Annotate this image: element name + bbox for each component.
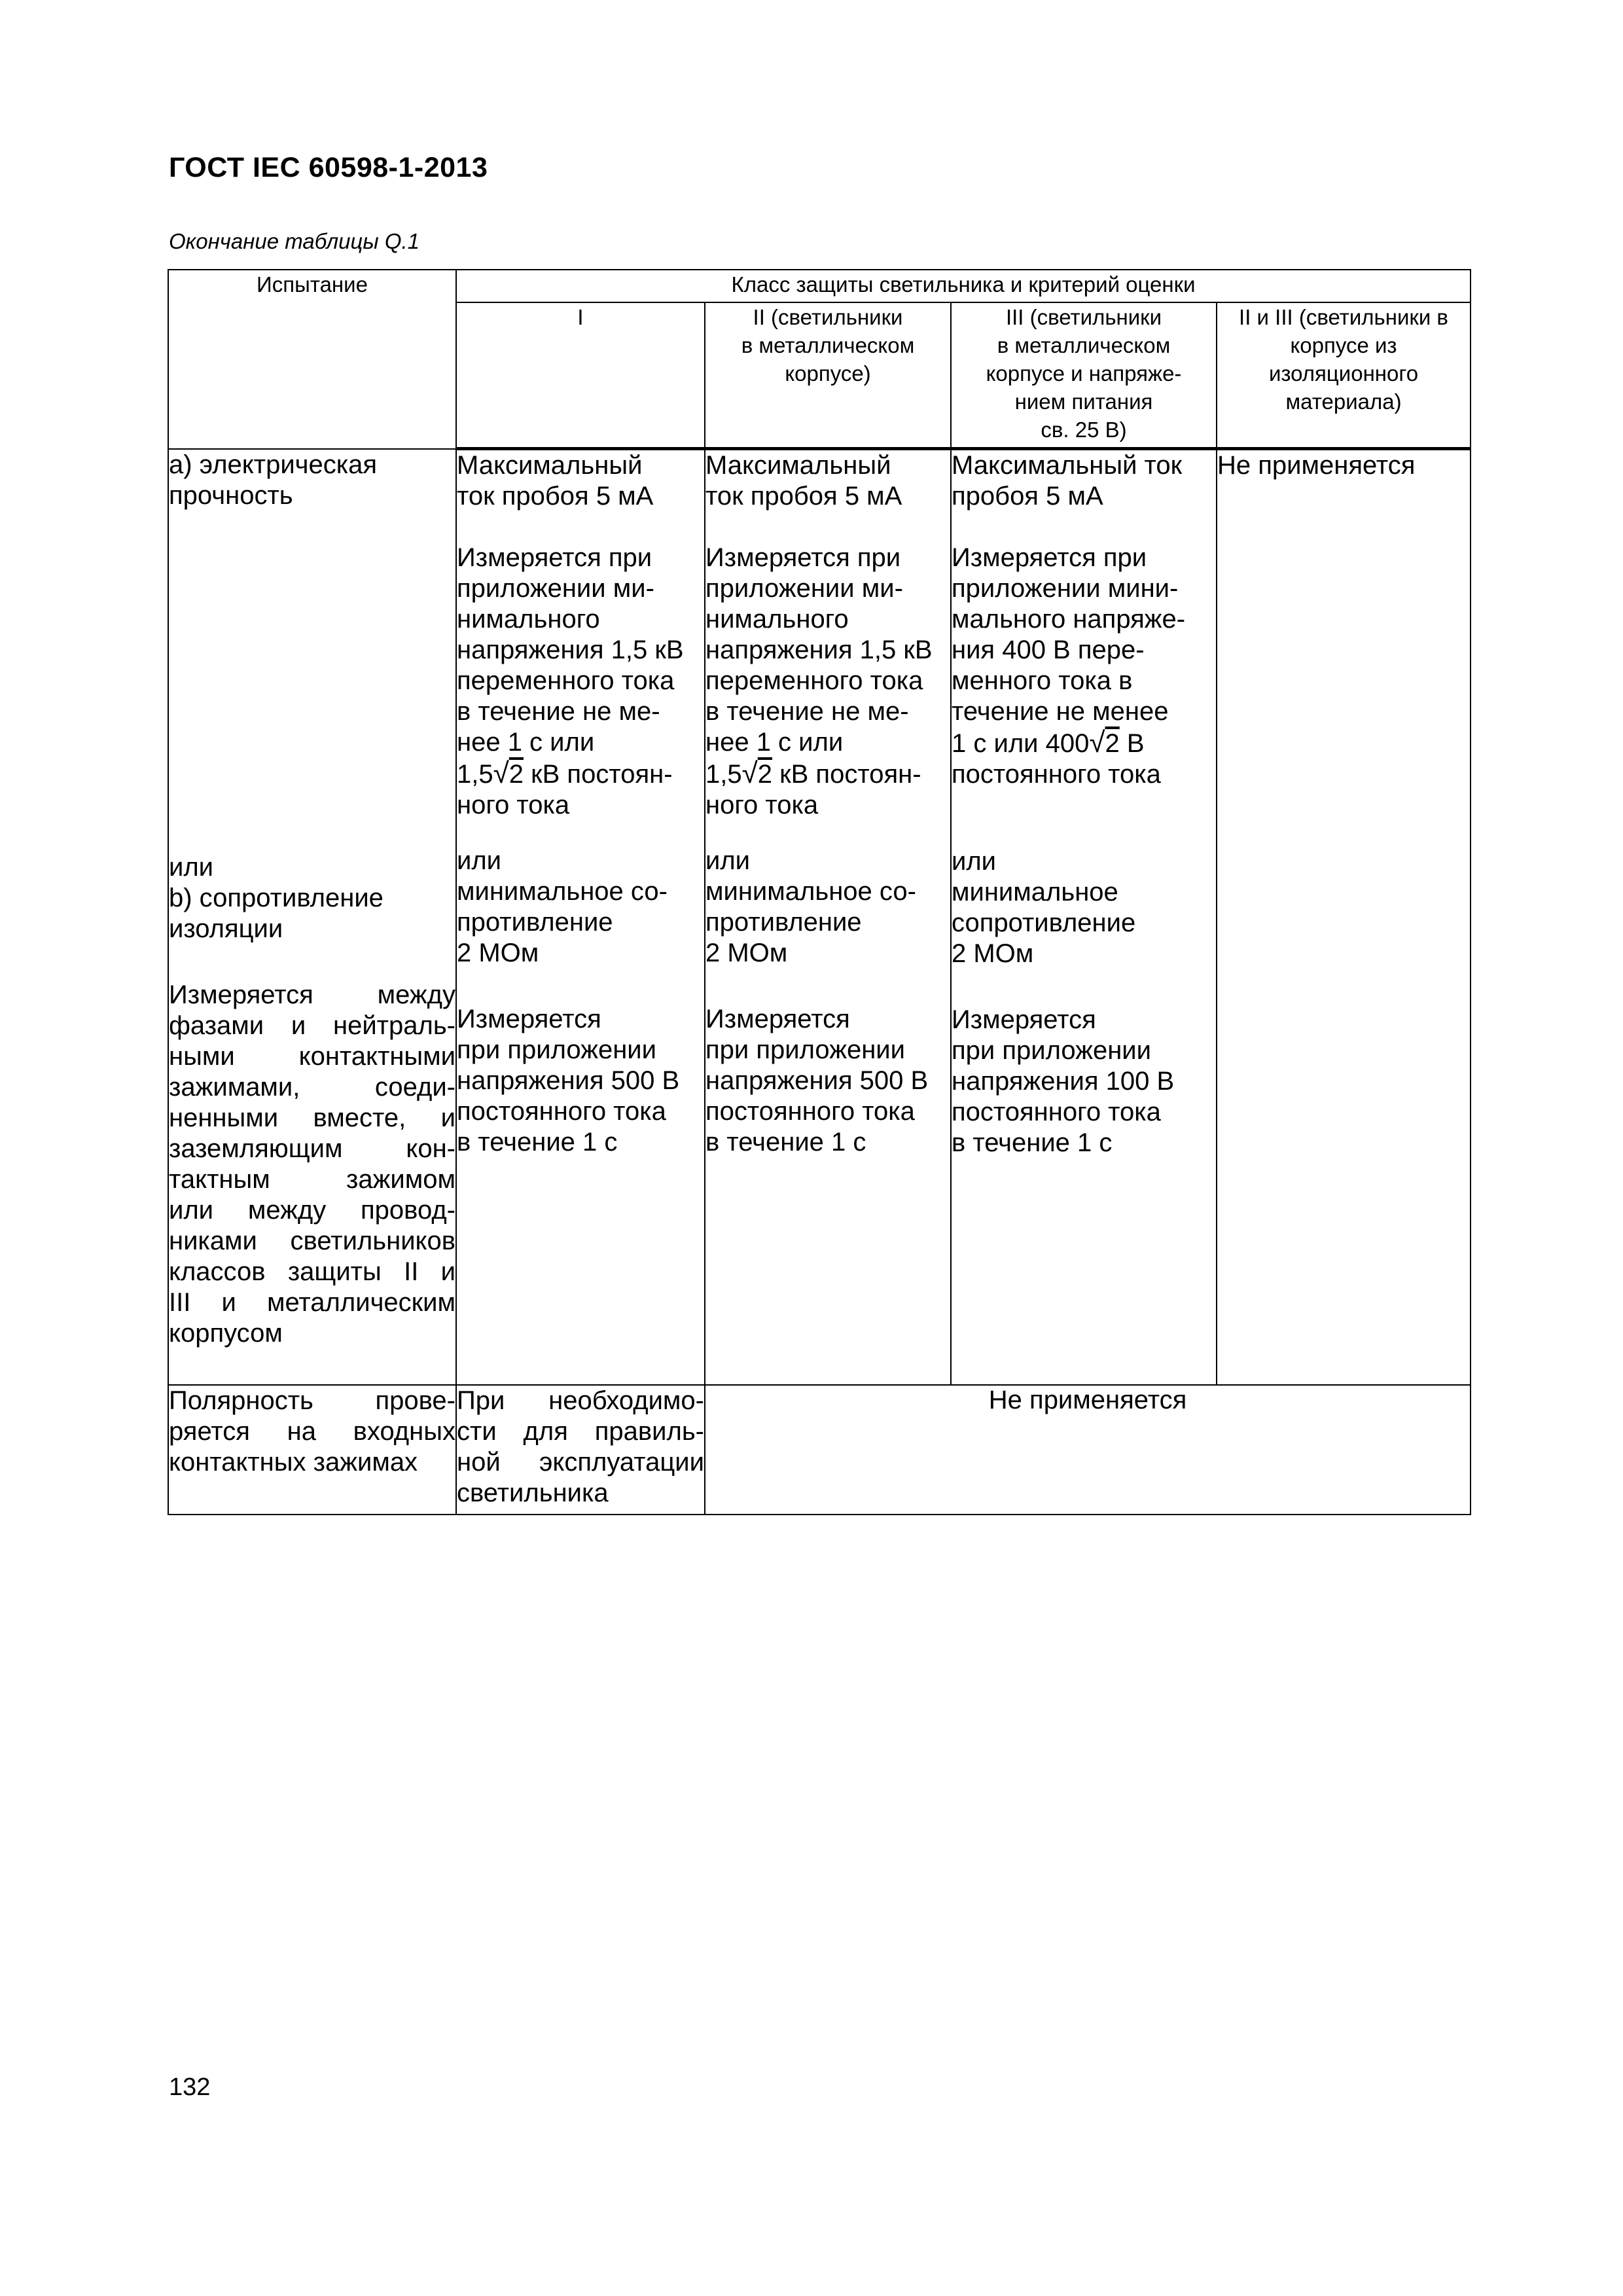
table-row [168, 1385, 1471, 1515]
ac-measure: Измеряется при приложении ми- нимального напряжения 1,5 кВ переменного тока в течение не ме- нее 1 с или [705, 543, 933, 757]
test-b-label: b) сопротивление изоляции [169, 883, 383, 943]
document-title: ГОСТ IEC 60598-1-2013 [169, 152, 488, 183]
ac-measure: Измеряется при приложении ми- нимального напряжения 1,5 кВ переменного тока в течение не ме- нее 1 с или [457, 543, 684, 757]
header-test-label: Испытание [257, 272, 368, 296]
class-4-criteria-cell [1217, 449, 1471, 1385]
or-label: или [457, 846, 502, 875]
header-class-group [456, 270, 1471, 302]
polarity-test-cell: Полярность прове- ряется на входных контактных зажимах [168, 1385, 456, 1515]
min-resistance: минимальное со- противление 2 МОм [457, 877, 668, 967]
max-current: Максимальный ток пробоя 5 мА [952, 451, 1183, 511]
page-number: 132 [169, 2073, 211, 2101]
class-2-criteria-cell: Максимальный ток пробоя 5 мА Измеряется при приложении ми- нимального напряжения 1,5 кВ переменного тока в течение не ме- нее 1 с или 1,5√2 кВ постоян- ного тока или минимальное со- противление 2 МОм Измеряется при приложении напряжения 500 В постоянного тока в течение 1 с [705, 449, 951, 1385]
header-class-group-label: Класс защиты светильника и критерий оценки [731, 272, 1196, 296]
polarity-not-applicable-cell [705, 1385, 1471, 1515]
test-measure-text: Измеряется между фазами и нейтраль- ными контактными зажимами, соеди- ненными вместе, и заземляющим кон- тактным зажимом или между провод- никами светильников классов защиты II и III и металлическим корпусом [169, 980, 455, 1348]
min-resistance: минимальное сопротивление 2 МОм [952, 878, 1136, 968]
table-row [168, 449, 1471, 1385]
polarity-class-1-cell: При необходимо- сти для правиль- ной эксплуатации светильника [456, 1385, 705, 1515]
strength-test-cell [168, 449, 456, 1385]
header-class-2: II (светильники в металлическом корпусе) [705, 302, 951, 449]
sqrt-symbol: √2 [741, 757, 773, 789]
header-class-3: III (светильники в металлическом корпусе и напряже- нием питания св. 25 В) [951, 302, 1217, 449]
dc-measure: Измеряется при приложении напряжения 500 В постоянного тока в течение 1 с [457, 1005, 680, 1157]
ac-measure: Измеряется при приложении мини- мального напряже- ния 400 В пере- менного тока в течение не менее [952, 543, 1186, 726]
not-applicable-label: Не применяется [988, 1385, 1187, 1414]
class-3-criteria-cell: Максимальный ток пробоя 5 мА Измеряется при приложении мини- мального напряже- ния 400 В пере- менного тока в течение не менее 1 с или 400√2 В постоянного тока или минимальное сопротивление 2 МОм Измеряется при приложении напряжения 100 В постоянного тока в течение 1 с [951, 449, 1217, 1385]
max-current: Максимальный ток пробоя 5 мА [705, 451, 902, 511]
test-or-label: или [169, 852, 214, 882]
dc-measure: Измеряется при приложении напряжения 100 В постоянного тока в течение 1 с [952, 1005, 1175, 1157]
dc-voltage: 1 с или 400√2 В [952, 726, 1145, 759]
min-resistance: минимальное со- противление 2 МОм [705, 877, 916, 967]
header-class-1: I [456, 302, 705, 449]
test-a-label: а) электрическая прочность [169, 450, 378, 510]
header-class-4: II и III (светильники в корпусе из изоляционного материала) [1217, 302, 1471, 449]
class-1-criteria-cell: Максимальный ток пробоя 5 мА Измеряется при приложении ми- нимального напряжения 1,5 кВ переменного тока в течение не ме- нее 1 с или 1,5√2 кВ постоян- ного тока или минимальное со- противление 2 МОм Измеряется при приложении напряжения 500 В постоянного тока в течение 1 с [456, 449, 705, 1385]
sqrt-symbol: √2 [1089, 726, 1120, 759]
or-label: или [705, 846, 751, 875]
dc-voltage: 1,5√2 кВ постоян- [705, 757, 921, 789]
header-test [168, 270, 456, 449]
max-current: Максимальный ток пробоя 5 мА [457, 451, 654, 511]
table-caption: Окончание таблицы Q.1 [169, 229, 420, 253]
not-applicable-label: Не применяется [1217, 451, 1416, 480]
dc-measure: Измеряется при приложении напряжения 500 В постоянного тока в течение 1 с [705, 1005, 929, 1157]
sqrt-symbol: √2 [493, 757, 524, 789]
test-criteria-table [168, 269, 1471, 1515]
or-label: или [952, 847, 997, 876]
dc-voltage: 1,5√2 кВ постоян- [457, 757, 673, 789]
